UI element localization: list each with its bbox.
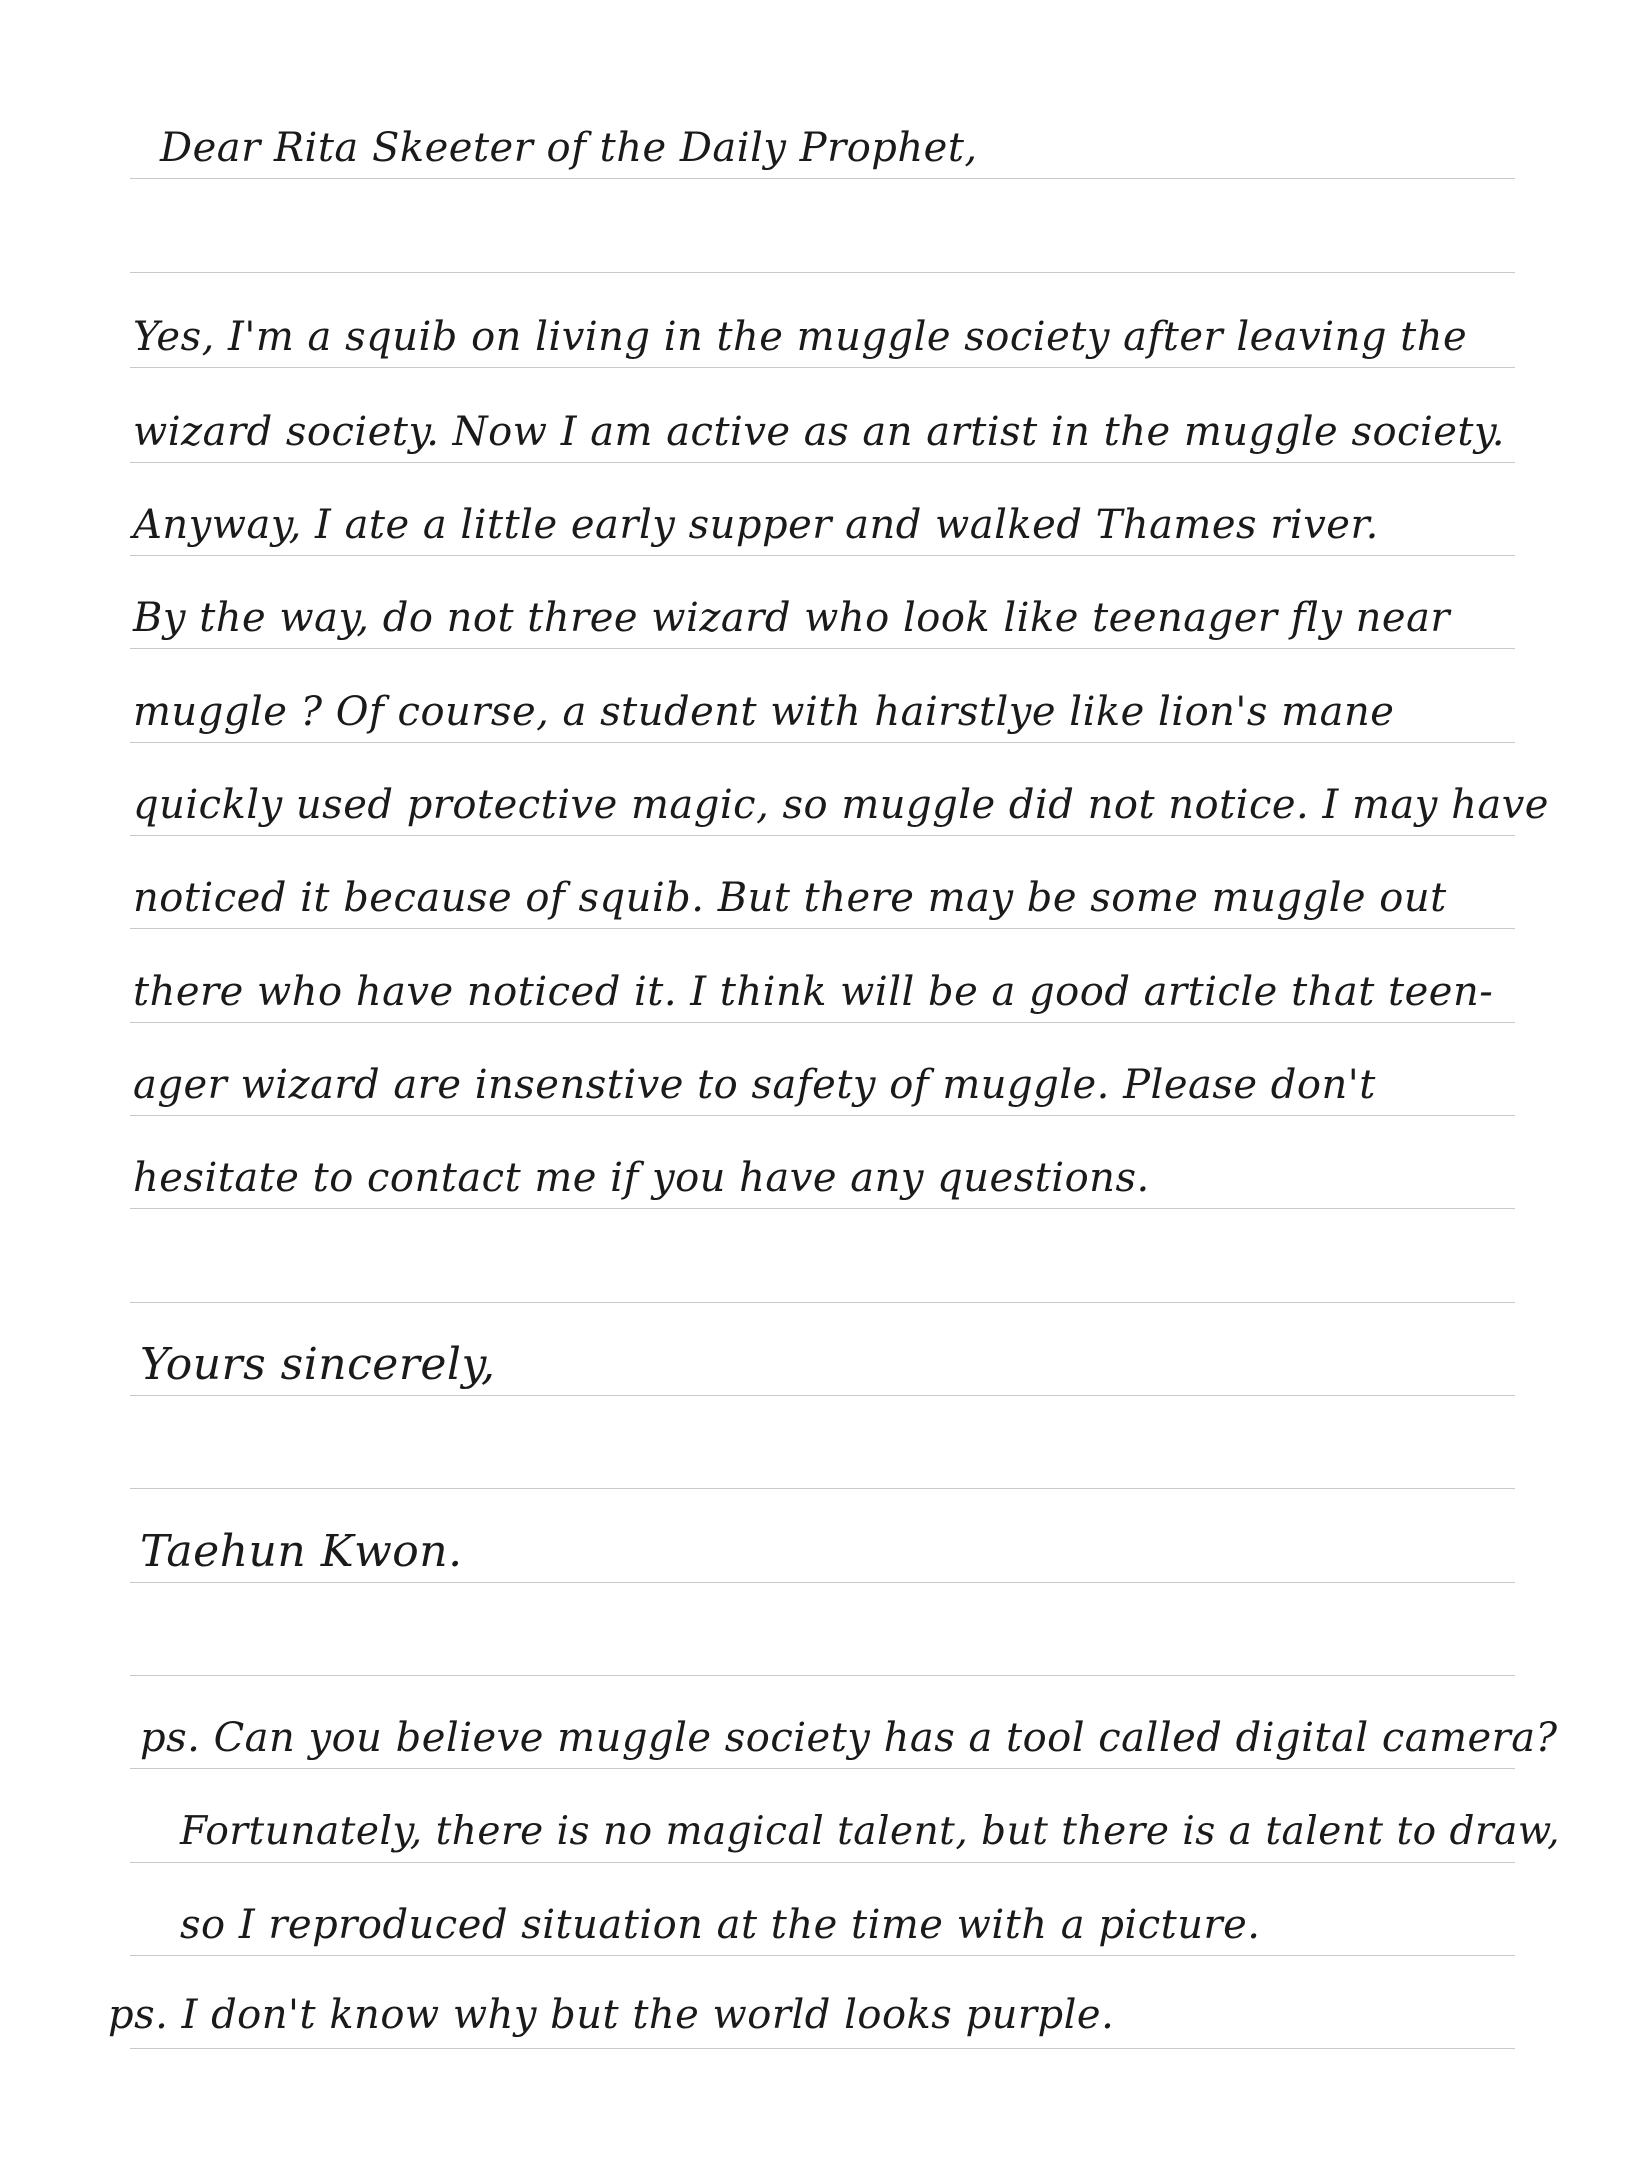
ruled-line — [130, 1955, 1515, 1956]
postscript-line: so I reproduced situation at the time with a picture. — [180, 1902, 1261, 1948]
ruled-line — [130, 272, 1515, 273]
ruled-line — [130, 1395, 1515, 1396]
postscript-line: ps. Can you believe muggle society has a tool called digital camera? — [140, 1715, 1558, 1761]
closing: Yours sincerely, — [140, 1339, 496, 1390]
ruled-line — [130, 555, 1515, 556]
ruled-line — [130, 178, 1515, 179]
body-line: ager wizard are insenstive to safety of muggle. Please don't — [133, 1062, 1376, 1108]
ruled-line — [130, 1768, 1515, 1769]
postscript-line: ps. I don't know why but the world looks purple. — [108, 1992, 1115, 2038]
body-line: there who have noticed it. I think will be a good article that teen- — [133, 969, 1494, 1015]
body-line: quickly used protective magic, so muggle did not notice. I may have — [133, 782, 1549, 828]
body-line: noticed it because of squib. But there may be some muggle out — [133, 875, 1447, 921]
ruled-line — [130, 648, 1515, 649]
ruled-line — [130, 1582, 1515, 1583]
postscript-line: Fortunately, there is no magical talent, but there is a talent to draw, — [180, 1809, 1561, 1854]
ruled-line — [130, 367, 1515, 368]
salutation: Dear Rita Skeeter of the Daily Prophet, — [160, 125, 978, 171]
ruled-line — [130, 1022, 1515, 1023]
ruled-line — [130, 1208, 1515, 1209]
body-line: muggle ? Of course, a student with hairstlye like lion's mane — [133, 689, 1395, 735]
body-line: Anyway, I ate a little early supper and walked Thames river. — [133, 502, 1379, 548]
ruled-line — [130, 742, 1515, 743]
ruled-line — [130, 1302, 1515, 1303]
ruled-line — [130, 1675, 1515, 1676]
ruled-line — [130, 928, 1515, 929]
body-line: wizard society. Now I am active as an artist in the muggle society. — [133, 409, 1505, 455]
ruled-line — [130, 1488, 1515, 1489]
ruled-line — [130, 1862, 1515, 1863]
ruled-line — [130, 1115, 1515, 1116]
signature: Taehun Kwon. — [140, 1526, 463, 1577]
ruled-line — [130, 462, 1515, 463]
body-line: hesitate to contact me if you have any questions. — [133, 1155, 1150, 1201]
ruled-line — [130, 835, 1515, 836]
ruled-line — [130, 2048, 1515, 2049]
body-line: Yes, I'm a squib on living in the muggle society after leaving the — [133, 314, 1468, 360]
body-line: By the way, do not three wizard who look like teenager fly near — [133, 595, 1451, 641]
